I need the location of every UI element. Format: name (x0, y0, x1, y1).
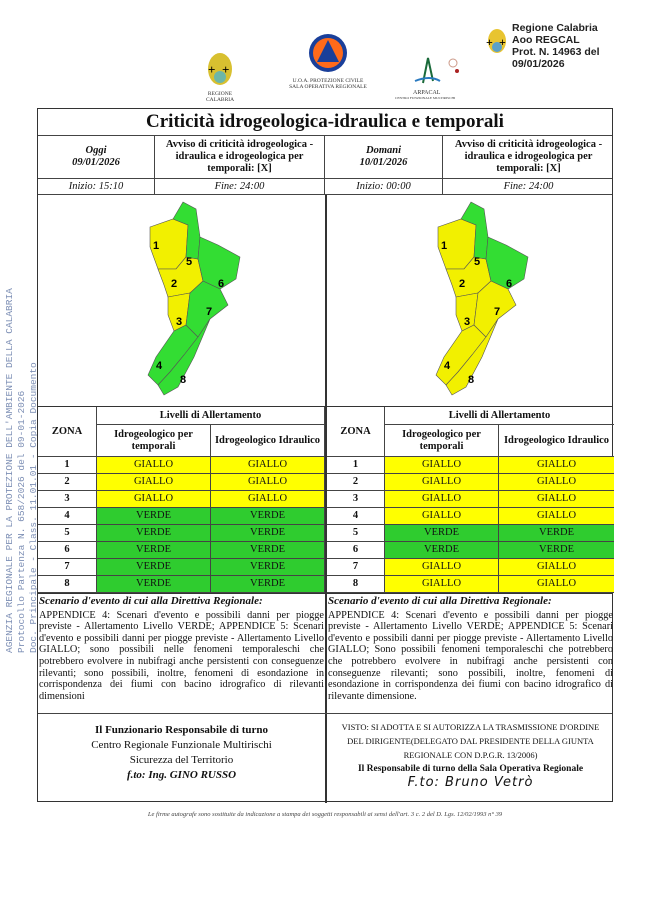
signature-left (38, 714, 325, 803)
svg-text:+: + (222, 62, 230, 77)
level-temporali: GIALLO (385, 491, 499, 508)
level-temporali: VERDE (97, 508, 211, 525)
zone-number: 4 (38, 508, 97, 525)
map-zone-label: 7 (494, 306, 501, 318)
arpacal-logo (395, 55, 475, 100)
visto-text: VISTO: SI ADOTTA E SI AUTORIZZA LA TRASMISSIONE D'ORDINE DEL DIRIGENTE(DELEGATO DAL PRESIDENTE DELLA GIUNTA REGIONALE CON D.P.G.R. 13/2006) (341, 722, 600, 760)
levels-header: Livelli di Allertamento (97, 407, 325, 425)
svg-text:+: + (208, 62, 216, 77)
level-idraulico: GIALLO (211, 457, 325, 474)
map-zone-label: 2 (459, 278, 466, 290)
level-idraulico: VERDE (211, 559, 325, 576)
level-temporali: VERDE (97, 542, 211, 559)
calabria-map-tomorrow (416, 197, 546, 405)
map-zone-label: 5 (186, 256, 193, 268)
level-temporali: VERDE (97, 576, 211, 593)
level-temporali: GIALLO (385, 508, 499, 525)
start-time: Inizio: 15:10 (38, 179, 155, 194)
zone-number: 2 (327, 474, 385, 491)
day-header-row (38, 136, 612, 179)
map-zone-label: 6 (218, 278, 225, 290)
regione-calabria-logo (195, 52, 245, 103)
signature-row (38, 714, 612, 803)
scenario-title: Scenario d'evento di cui alla Direttiva Regionale: (39, 595, 263, 607)
protocol-line: Prot. N. 14963 del 09/01/2026 (512, 46, 600, 70)
zone-number: 8 (38, 576, 97, 593)
map-zone-label: 4 (444, 360, 451, 372)
bulletin-table (37, 108, 613, 802)
column-header: Idrogeologico per temporali (385, 425, 499, 457)
map-zone-label: 8 (468, 374, 475, 386)
zone-number: 7 (327, 559, 385, 576)
page-title: Criticità idrogeologica-idraulica e temporali (146, 111, 504, 132)
zone-number: 1 (38, 457, 97, 474)
protocol-line: Regione Calabria (512, 22, 598, 34)
title-row (38, 109, 612, 136)
day-date: 10/01/2026 (359, 157, 408, 168)
avviso-text: Avviso di criticità idrogeologica - idraulica e idrogeologica per temporali: [X] (155, 136, 325, 178)
day-label: Oggi (85, 145, 107, 156)
level-idraulico: VERDE (499, 525, 614, 542)
map-zone-label: 1 (153, 240, 160, 252)
zone-number: 3 (38, 491, 97, 508)
stamp-line: AGENZIA REGIONALE PER LA PROTEZIONE DELL'AMBIENTE DELLA CALABRIA (4, 288, 15, 653)
level-idraulico: VERDE (211, 508, 325, 525)
footer-note: Le firme autografe sono sostituite da indicazione a stampa dei soggetti responsabili ai sensi dell'art. 3 c. 2 del D. Lgs. 12/02/1993 n° 39 (147, 811, 503, 818)
calabria-map-today (128, 197, 258, 405)
map-zone-label: 1 (441, 240, 448, 252)
level-temporali: VERDE (97, 525, 211, 542)
scenario-row (38, 593, 612, 714)
map-zone-label: 2 (171, 278, 178, 290)
end-time: Fine: 24:00 (503, 180, 554, 192)
signature-name: F.to: Bruno Vetrò (407, 775, 534, 790)
logo-caption: U.O.A. PROTEZIONE CIVILE (292, 78, 364, 84)
stamp-line: Protocollo Partenza N. 658/2026 del 09-01-2026 (16, 390, 27, 653)
level-idraulico: GIALLO (499, 576, 614, 593)
zona-header: ZONA (38, 407, 97, 457)
level-temporali: GIALLO (385, 576, 499, 593)
stamp-line: Doc. Principale - Class. 11.01.01 - Copia Documento (28, 362, 39, 653)
scenario-text: APPENDICE 4: Scenari d'evento e possibili danni per piogge previste - Allertamento Livello VERDE; APPENDICE 5: Scenari d'evento e possibili danni per piogge previste - Allertamento Livello GIALLO; sono possibili nelle fenomeni temporaleschi che potrebbero evolvere in nubifragi anche persistenti con conseguenze rilevanti; sono possibili, inoltre, fenomeni di esondazione in corrispondenza dei fiumi con bacino idrografico di rilevanti dimensioni (39, 609, 324, 702)
tomorrow-cell (325, 136, 443, 178)
level-idraulico: VERDE (211, 576, 325, 593)
zone-number: 6 (327, 542, 385, 559)
regione-emblem-small (484, 26, 510, 61)
level-idraulico: VERDE (499, 542, 614, 559)
day-label: Domani (365, 145, 401, 156)
level-temporali: VERDE (385, 525, 499, 542)
today-cell (38, 136, 155, 178)
zone-number: 4 (327, 508, 385, 525)
map-zone-label: 3 (464, 316, 471, 328)
protocol-line: Aoo REGCAL (512, 34, 580, 46)
map-zone-label: 4 (156, 360, 163, 372)
scenario-tomorrow (327, 594, 614, 713)
signature-right (327, 714, 614, 803)
start-time: Inizio: 00:00 (325, 179, 443, 194)
signature-name: f.to: Ing. GINO RUSSO (126, 769, 237, 781)
map-zone-label: 6 (506, 278, 513, 290)
signature-line: Centro Regionale Funzionale Multirischi (91, 739, 272, 751)
map-zone-label: 3 (176, 316, 183, 328)
alert-levels-table (38, 407, 612, 593)
zone-number: 5 (38, 525, 97, 542)
logo-caption: CENTRO FUNZIONALE MULTIRISCHI (395, 96, 456, 100)
svg-text:+: + (486, 35, 493, 49)
level-temporali: GIALLO (385, 474, 499, 491)
level-idraulico: GIALLO (211, 491, 325, 508)
level-temporali: GIALLO (385, 457, 499, 474)
zone-number: 7 (38, 559, 97, 576)
map-zone-label: 7 (206, 306, 213, 318)
zone-number: 5 (327, 525, 385, 542)
level-idraulico: VERDE (211, 542, 325, 559)
protezione-civile-logo (278, 33, 378, 90)
avviso-text: Avviso di criticità idrogeologica - idraulica e idrogeologica per temporali: [X] (454, 139, 603, 174)
scenario-title: Scenario d'evento di cui alla Direttiva Regionale: (328, 595, 552, 607)
level-idraulico: GIALLO (499, 508, 614, 525)
level-idraulico: GIALLO (499, 491, 614, 508)
levels-header: Livelli di Allertamento (385, 407, 614, 425)
logo-caption: ARPACAL (413, 90, 441, 96)
map-zone-label: 8 (180, 374, 187, 386)
zone-number: 3 (327, 491, 385, 508)
zone-number: 6 (38, 542, 97, 559)
column-header: Idrogeologico per temporali (97, 425, 211, 457)
level-idraulico: GIALLO (499, 457, 614, 474)
zone-number: 2 (38, 474, 97, 491)
level-temporali: GIALLO (97, 474, 211, 491)
svg-text:+: + (499, 35, 506, 49)
logo-caption: SALA OPERATIVA REGIONALE (289, 84, 367, 90)
zone-number: 8 (327, 576, 385, 593)
level-temporali: VERDE (97, 559, 211, 576)
level-temporali: GIALLO (97, 457, 211, 474)
column-header: Idrogeologico Idraulico (499, 425, 614, 457)
scenario-text: APPENDICE 4: Scenari d'evento e possibili danni per piogge previste - Allertamento Livello VERDE; APPENDICE 5: Scenari d'evento e possibili danni per piogge previste - Allertamento Livello GIALLO; Sono possibili fenomeni temporaleschi che potrebbero che potrebbero evolvere in nubifragi anche persistenti con conseguenze rilevanti; sono possibili, inoltre, fenomeni di esondazione in corrispondenza dei fiumi con bacino idrografico di rilevante dimensione. (328, 609, 613, 702)
time-row (38, 179, 612, 195)
signature-line: Sicurezza del Territorio (129, 754, 234, 766)
level-temporali: VERDE (385, 542, 499, 559)
level-temporali: GIALLO (385, 559, 499, 576)
level-idraulico: VERDE (211, 525, 325, 542)
day-date: 09/01/2026 (72, 157, 120, 168)
column-header: Idrogeologico Idraulico (211, 425, 325, 457)
map-row (38, 195, 612, 407)
level-idraulico: GIALLO (499, 559, 614, 576)
zona-header: ZONA (327, 407, 385, 457)
level-idraulico: GIALLO (211, 474, 325, 491)
signature-title: Il Funzionario Responsabile di turno (95, 724, 268, 736)
map-zone-label: 5 (474, 256, 481, 268)
level-temporali: GIALLO (97, 491, 211, 508)
zone-number: 1 (327, 457, 385, 474)
level-idraulico: GIALLO (499, 474, 614, 491)
signature-title: Il Responsabile di turno della Sala Operativa Regionale (357, 764, 584, 774)
end-time: Fine: 24:00 (155, 179, 325, 194)
scenario-today (38, 594, 325, 713)
protocol-header (512, 22, 650, 70)
logo-caption: REGIONE CALABRIA (205, 91, 235, 103)
